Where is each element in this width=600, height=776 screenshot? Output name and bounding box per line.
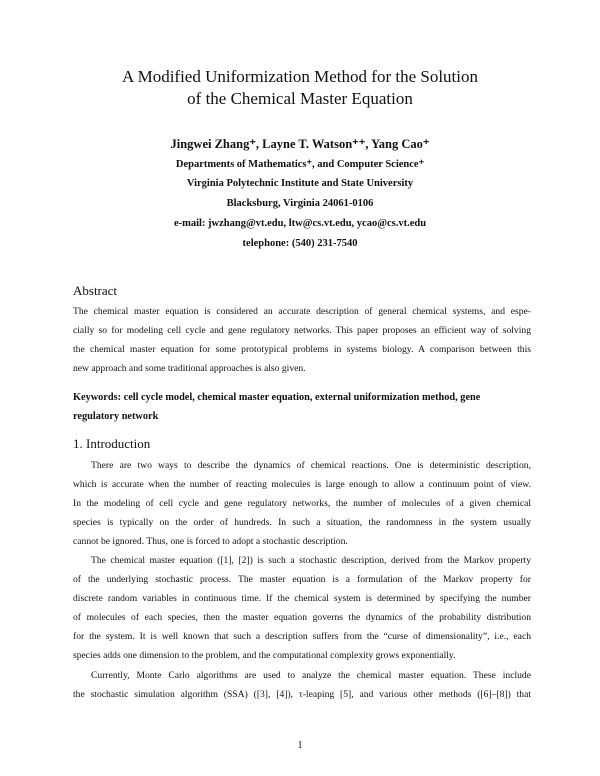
abstract-line: The chemical master equation is considered an accurate description of general chemical systems, and espe- bbox=[73, 306, 531, 317]
affiliation-city: Blacksburg, Virginia 24061-0106 bbox=[226, 198, 374, 209]
paragraph-line: the stochastic simulation algorithm (SSA) ([3], [4]), τ-leaping [5], and various other methods ([6]–[8]) that bbox=[73, 689, 531, 700]
paragraph-line: cannot be ignored. Thus, one is forced to adopt a stochastic description. bbox=[73, 536, 348, 547]
paragraph-line: of molecules of each species, then the master equation governs the dynamics of the probability distribution bbox=[73, 612, 531, 623]
abstract-line: new approach and some traditional approaches is also given. bbox=[73, 363, 306, 374]
paragraph-line: of the underlying stochastic process. The master equation is a formulation of the Markov property for bbox=[73, 574, 531, 585]
keywords bbox=[73, 388, 531, 426]
affiliation-university: Virginia Polytechnic Institute and State University bbox=[186, 178, 414, 189]
abstract-line: cially so for modeling cell cycle and gene regulatory networks. This paper proposes an efficient way of solving bbox=[73, 325, 531, 336]
author-list: Jingwei Zhang⁺, Layne T. Watson⁺⁺, Yang Cao⁺ bbox=[170, 137, 430, 151]
abstract-text bbox=[73, 302, 531, 378]
title-line-2: of the Chemical Master Equation bbox=[187, 89, 413, 108]
paragraph-line: which is accurate when the number of reacting molecules is large enough to allow a continuum point of view. bbox=[73, 479, 531, 490]
keywords-line-1: Keywords: cell cycle model, chemical master equation, external uniformization method, gene bbox=[73, 392, 481, 403]
introduction-paragraph-2 bbox=[73, 551, 531, 665]
contact-email: e-mail: jwzhang@vt.edu, ltw@cs.vt.edu, ycao@cs.vt.edu bbox=[173, 218, 427, 229]
abstract-heading: Abstract bbox=[73, 283, 118, 298]
title-line-1: A Modified Uniformization Method for the Solution bbox=[121, 67, 478, 86]
paragraph-line: discrete random variables in continuous time. If the chemical system is determined by specifying the number bbox=[73, 593, 531, 604]
paragraph-line: The chemical master equation ([1], [2]) is such a stochastic description, derived from the Markov property bbox=[91, 555, 531, 566]
paragraph-line: species is typically on the order of hundreds. In such a situation, the randomness in the system usually bbox=[73, 517, 531, 528]
affiliation-departments: Departments of Mathematics⁺, and Computer Science⁺ bbox=[175, 159, 425, 170]
keywords-line-2: regulatory network bbox=[73, 411, 159, 422]
contact-telephone: telephone: (540) 231-7540 bbox=[242, 238, 358, 249]
paragraph-line: In the modeling of cell cycle and gene regulatory networks, the number of molecules of a given chemical bbox=[73, 498, 531, 509]
paragraph-line: species adds one dimension to the problem, and the computational complexity grows exponentially. bbox=[73, 650, 456, 661]
introduction-paragraph-1 bbox=[73, 456, 531, 551]
paragraph-line: for the system. It is well known that such a description suffers from the “curse of dimensionality”, i.e., each bbox=[73, 631, 531, 642]
abstract-line: the chemical master equation for some prototypical problems in systems biology. A comparison between this bbox=[73, 344, 531, 355]
paragraph-line: Currently, Monte Carlo algorithms are used to analyze the chemical master equation. These include bbox=[91, 670, 531, 681]
page-number: 1 bbox=[297, 740, 303, 751]
introduction-heading: 1. Introduction bbox=[73, 436, 151, 451]
introduction-paragraph-3 bbox=[73, 666, 531, 704]
paragraph-line: There are two ways to describe the dynamics of chemical reactions. One is deterministic description, bbox=[91, 460, 531, 471]
paper-title bbox=[60, 66, 540, 110]
